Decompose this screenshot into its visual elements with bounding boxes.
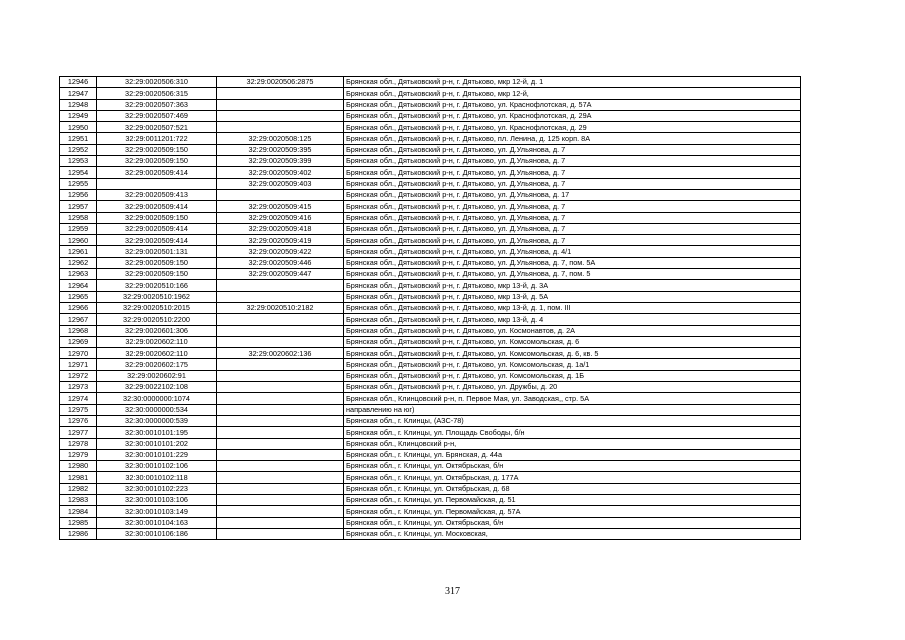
row-number-cell: 12970 (60, 348, 97, 359)
row-number-cell: 12975 (60, 404, 97, 415)
table-row (60, 223, 801, 234)
cadastral-number-cell: 32:29:0020507:521 (97, 122, 217, 133)
address-cell: Брянская обл., г. Клинцы, ул. Октябрьская, б/н (344, 461, 801, 472)
row-number-cell: 12962 (60, 257, 97, 268)
table-row (60, 110, 801, 121)
address-cell: Брянская обл., Клинцовский р-н, п. Первое Мая, ул. Заводская,, стр. 5А (344, 393, 801, 404)
object-number-cell (217, 472, 344, 483)
object-number-cell (217, 314, 344, 325)
register-table-body (60, 77, 801, 540)
cadastral-number-cell: 32:30:0010101:202 (97, 438, 217, 449)
row-number-cell: 12948 (60, 99, 97, 110)
row-number-cell: 12971 (60, 359, 97, 370)
row-number-cell: 12954 (60, 167, 97, 178)
cadastral-number-cell: 32:29:0020501:131 (97, 246, 217, 257)
address-cell: Брянская обл., Дятьковский р-н, г. Дятьково, ул. Комсомольская, д. 6, кв. 5 (344, 348, 801, 359)
object-number-cell (217, 382, 344, 393)
table-row (60, 133, 801, 144)
cadastral-number-cell: 32:30:0010104:163 (97, 517, 217, 528)
address-cell: Брянская обл., Дятьковский р-н, г. Дятьково, мкр 12-й, (344, 88, 801, 99)
row-number-cell: 12984 (60, 506, 97, 517)
cadastral-number-cell: 32:29:0022102:108 (97, 382, 217, 393)
table-row (60, 438, 801, 449)
cadastral-number-cell: 32:29:0020509:150 (97, 269, 217, 280)
cadastral-number-cell: 32:30:0000000:1074 (97, 393, 217, 404)
address-cell: Брянская обл., Дятьковский р-н, г. Дятьково, ул. Д.Ульянова, д. 7, пом. 5А (344, 257, 801, 268)
table-row (60, 167, 801, 178)
row-number-cell: 12949 (60, 110, 97, 121)
row-number-cell: 12974 (60, 393, 97, 404)
cadastral-number-cell: 32:30:0010103:106 (97, 494, 217, 505)
address-cell: Брянская обл., Дятьковский р-н, г. Дятьково, ул. Д.Ульянова, д. 7 (344, 156, 801, 167)
address-cell: Брянская обл., Дятьковский р-н, г. Дятьково, ул. Д.Ульянова, д. 7 (344, 235, 801, 246)
object-number-cell (217, 404, 344, 415)
property-register-table (59, 76, 801, 540)
row-number-cell: 12985 (60, 517, 97, 528)
cadastral-number-cell: 32:29:0020507:469 (97, 110, 217, 121)
address-cell: Брянская обл., Дятьковский р-н, г. Дятьково, ул. Комсомольская, д. 1а/1 (344, 359, 801, 370)
object-number-cell (217, 325, 344, 336)
cadastral-number-cell: 32:29:0020509:413 (97, 189, 217, 200)
table-row (60, 404, 801, 415)
row-number-cell: 12986 (60, 528, 97, 539)
row-number-cell: 12958 (60, 212, 97, 223)
row-number-cell: 12956 (60, 189, 97, 200)
object-number-cell: 32:29:0020509:415 (217, 201, 344, 212)
object-number-cell: 32:29:0020509:403 (217, 178, 344, 189)
object-number-cell (217, 494, 344, 505)
table-row (60, 77, 801, 88)
row-number-cell: 12965 (60, 291, 97, 302)
cadastral-number-cell: 32:30:0010102:106 (97, 461, 217, 472)
cadastral-number-cell: 32:29:0020507:363 (97, 99, 217, 110)
address-cell: Брянская обл., г. Клинцы, ул. Первомайская, д. 57А (344, 506, 801, 517)
row-number-cell: 12960 (60, 235, 97, 246)
row-number-cell: 12981 (60, 472, 97, 483)
cadastral-number-cell: 32:29:0011201:722 (97, 133, 217, 144)
object-number-cell (217, 88, 344, 99)
object-number-cell (217, 122, 344, 133)
cadastral-number-cell (97, 178, 217, 189)
row-number-cell: 12983 (60, 494, 97, 505)
row-number-cell: 12979 (60, 449, 97, 460)
object-number-cell: 32:29:0020506:2875 (217, 77, 344, 88)
table-row (60, 257, 801, 268)
cadastral-number-cell: 32:29:0020509:414 (97, 201, 217, 212)
object-number-cell: 32:29:0020509:446 (217, 257, 344, 268)
row-number-cell: 12967 (60, 314, 97, 325)
object-number-cell: 32:29:0020509:416 (217, 212, 344, 223)
address-cell: Брянская обл., г. Клинцы, ул. Октябрьская, б/н (344, 517, 801, 528)
cadastral-number-cell: 32:29:0020509:414 (97, 235, 217, 246)
object-number-cell (217, 506, 344, 517)
address-cell: Брянская обл., г. Клинцы, ул. Октябрьская, д. 68 (344, 483, 801, 494)
row-number-cell: 12961 (60, 246, 97, 257)
object-number-cell: 32:29:0020509:418 (217, 223, 344, 234)
cadastral-number-cell: 32:29:0020509:150 (97, 144, 217, 155)
object-number-cell: 32:29:0020602:136 (217, 348, 344, 359)
address-cell: Брянская обл., г. Клинцы, ул. Октябрьская, д. 177А (344, 472, 801, 483)
page-number: 317 (445, 586, 460, 597)
table-row (60, 494, 801, 505)
object-number-cell: 32:29:0020509:395 (217, 144, 344, 155)
table-row (60, 156, 801, 167)
table-row (60, 393, 801, 404)
object-number-cell: 32:29:0020509:402 (217, 167, 344, 178)
table-row (60, 201, 801, 212)
table-row (60, 325, 801, 336)
cadastral-number-cell: 32:29:0020506:310 (97, 77, 217, 88)
object-number-cell (217, 415, 344, 426)
table-row (60, 517, 801, 528)
object-number-cell (217, 99, 344, 110)
row-number-cell: 12952 (60, 144, 97, 155)
table-row (60, 291, 801, 302)
cadastral-number-cell: 32:29:0020506:315 (97, 88, 217, 99)
table-row (60, 269, 801, 280)
table-row (60, 449, 801, 460)
row-number-cell: 12977 (60, 427, 97, 438)
table-row (60, 212, 801, 223)
cadastral-number-cell: 32:29:0020602:91 (97, 370, 217, 381)
cadastral-number-cell: 32:29:0020602:110 (97, 348, 217, 359)
row-number-cell: 12980 (60, 461, 97, 472)
row-number-cell: 12955 (60, 178, 97, 189)
row-number-cell: 12957 (60, 201, 97, 212)
address-cell: Брянская обл., г. Клинцы, ул. Площадь Свободы, б/н (344, 427, 801, 438)
address-cell: Брянская обл., г. Клинцы, ул. Московская, (344, 528, 801, 539)
table-row (60, 302, 801, 313)
address-cell: Брянская обл., Дятьковский р-н, г. Дятьково, ул. Д.Ульянова, д. 7, пом. 5 (344, 269, 801, 280)
table-row (60, 314, 801, 325)
address-cell: Брянская обл., Дятьковский р-н, г. Дятьково, ул. Комсомольская, д. 1Б (344, 370, 801, 381)
object-number-cell: 32:29:0020509:447 (217, 269, 344, 280)
table-row (60, 280, 801, 291)
address-cell: Брянская обл., г. Клинцы, ул. Первомайская, д. 51 (344, 494, 801, 505)
row-number-cell: 12973 (60, 382, 97, 393)
row-number-cell: 12947 (60, 88, 97, 99)
address-cell: Брянская обл., Дятьковский р-н, г. Дятьково, ул. Краснофлотская, д. 29А (344, 110, 801, 121)
address-cell: Брянская обл., Дятьковский р-н, г. Дятьково, ул. Комсомольская, д. 6 (344, 336, 801, 347)
row-number-cell: 12978 (60, 438, 97, 449)
object-number-cell (217, 336, 344, 347)
object-number-cell (217, 528, 344, 539)
address-cell: Брянская обл., г. Клинцы, ул. Брянская, д. 44а (344, 449, 801, 460)
address-cell: Брянская обл., Дятьковский р-н, г. Дятьково, мкр 13-й, д. 4 (344, 314, 801, 325)
address-cell: Брянская обл., Клинцовский р-н, (344, 438, 801, 449)
table-row (60, 359, 801, 370)
object-number-cell: 32:29:0020509:422 (217, 246, 344, 257)
cadastral-number-cell: 32:30:0010103:149 (97, 506, 217, 517)
cadastral-number-cell: 32:30:0010101:229 (97, 449, 217, 460)
object-number-cell: 32:29:0020510:2182 (217, 302, 344, 313)
address-cell: Брянская обл., Дятьковский р-н, г. Дятьково, ул. Д.Ульянова, д. 7 (344, 201, 801, 212)
row-number-cell: 12951 (60, 133, 97, 144)
cadastral-number-cell: 32:30:0010102:223 (97, 483, 217, 494)
cadastral-number-cell: 32:29:0020509:414 (97, 167, 217, 178)
row-number-cell: 12950 (60, 122, 97, 133)
row-number-cell: 12946 (60, 77, 97, 88)
table-row (60, 528, 801, 539)
row-number-cell: 12959 (60, 223, 97, 234)
cadastral-number-cell: 32:29:0020601:306 (97, 325, 217, 336)
object-number-cell (217, 189, 344, 200)
object-number-cell (217, 438, 344, 449)
address-cell: Брянская обл., Дятьковский р-н, г. Дятьково, ул. Д.Ульянова, д. 7 (344, 212, 801, 223)
address-cell: Брянская обл., Дятьковский р-н, г. Дятьково, ул. Д.Ульянова, д. 7 (344, 144, 801, 155)
table-row (60, 189, 801, 200)
address-cell: Брянская обл., Дятьковский р-н, г. Дятьково, ул. Д.Ульянова, д. 7 (344, 178, 801, 189)
table-row (60, 461, 801, 472)
cadastral-number-cell: 32:29:0020509:414 (97, 223, 217, 234)
row-number-cell: 12963 (60, 269, 97, 280)
table-row (60, 415, 801, 426)
cadastral-number-cell: 32:29:0020509:150 (97, 212, 217, 223)
table-row (60, 506, 801, 517)
object-number-cell (217, 110, 344, 121)
row-number-cell: 12968 (60, 325, 97, 336)
cadastral-number-cell: 32:29:0020510:2015 (97, 302, 217, 313)
address-cell: Брянская обл., Дятьковский р-н, г. Дятьково, ул. Дружбы, д. 20 (344, 382, 801, 393)
table-row (60, 382, 801, 393)
table-row (60, 122, 801, 133)
row-number-cell: 12964 (60, 280, 97, 291)
cadastral-number-cell: 32:29:0020602:175 (97, 359, 217, 370)
cadastral-number-cell: 32:30:0000000:539 (97, 415, 217, 426)
cadastral-number-cell: 32:30:0010101:195 (97, 427, 217, 438)
row-number-cell: 12953 (60, 156, 97, 167)
object-number-cell: 32:29:0020508:125 (217, 133, 344, 144)
address-cell: направлению на юг) (344, 404, 801, 415)
address-cell: Брянская обл., Дятьковский р-н, г. Дятьково, ул. Д.Ульянова, д. 4/1 (344, 246, 801, 257)
cadastral-number-cell: 32:30:0010102:118 (97, 472, 217, 483)
row-number-cell: 12976 (60, 415, 97, 426)
object-number-cell (217, 393, 344, 404)
address-cell: Брянская обл., Дятьковский р-н, г. Дятьково, ул. Д.Ульянова, д. 7 (344, 167, 801, 178)
row-number-cell: 12972 (60, 370, 97, 381)
object-number-cell (217, 449, 344, 460)
table-row (60, 348, 801, 359)
address-cell: Брянская обл., Дятьковский р-н, г. Дятьково, пл. Ленина, д. 125 корп. 8А (344, 133, 801, 144)
table-row (60, 246, 801, 257)
object-number-cell (217, 461, 344, 472)
row-number-cell: 12966 (60, 302, 97, 313)
object-number-cell (217, 291, 344, 302)
object-number-cell: 32:29:0020509:419 (217, 235, 344, 246)
object-number-cell (217, 280, 344, 291)
table-row (60, 144, 801, 155)
cadastral-number-cell: 32:29:0020510:166 (97, 280, 217, 291)
table-row (60, 235, 801, 246)
address-cell: Брянская обл., Дятьковский р-н, г. Дятьково, мкр 13-й, д. 1, пом. III (344, 302, 801, 313)
address-cell: Брянская обл., г. Клинцы, (АЗС-78) (344, 415, 801, 426)
object-number-cell (217, 427, 344, 438)
address-cell: Брянская обл., Дятьковский р-н, г. Дятьково, ул. Краснофлотская, д. 29 (344, 122, 801, 133)
table-row (60, 178, 801, 189)
cadastral-number-cell: 32:30:0010106:186 (97, 528, 217, 539)
row-number-cell: 12982 (60, 483, 97, 494)
table-row (60, 472, 801, 483)
address-cell: Брянская обл., Дятьковский р-н, г. Дятьково, мкр 12-й, д. 1 (344, 77, 801, 88)
object-number-cell (217, 359, 344, 370)
cadastral-number-cell: 32:29:0020509:150 (97, 257, 217, 268)
table-row (60, 336, 801, 347)
cadastral-number-cell: 32:29:0020510:2200 (97, 314, 217, 325)
cadastral-number-cell: 32:29:0020602:110 (97, 336, 217, 347)
row-number-cell: 12969 (60, 336, 97, 347)
cadastral-number-cell: 32:29:0020509:150 (97, 156, 217, 167)
address-cell: Брянская обл., Дятьковский р-н, г. Дятьково, ул. Космонавтов, д. 2А (344, 325, 801, 336)
object-number-cell: 32:29:0020509:399 (217, 156, 344, 167)
table-row (60, 99, 801, 110)
table-row (60, 427, 801, 438)
address-cell: Брянская обл., Дятьковский р-н, г. Дятьково, ул. Д.Ульянова, д. 7 (344, 223, 801, 234)
address-cell: Брянская обл., Дятьковский р-н, г. Дятьково, мкр 13-й, д. 3А (344, 280, 801, 291)
object-number-cell (217, 370, 344, 381)
table-row (60, 370, 801, 381)
cadastral-number-cell: 32:29:0020510:1962 (97, 291, 217, 302)
table-row (60, 88, 801, 99)
cadastral-number-cell: 32:30:0000000:534 (97, 404, 217, 415)
object-number-cell (217, 517, 344, 528)
address-cell: Брянская обл., Дятьковский р-н, г. Дятьково, ул. Краснофлотская, д. 57А (344, 99, 801, 110)
table-row (60, 483, 801, 494)
address-cell: Брянская обл., Дятьковский р-н, г. Дятьково, мкр 13-й, д. 5А (344, 291, 801, 302)
object-number-cell (217, 483, 344, 494)
address-cell: Брянская обл., Дятьковский р-н, г. Дятьково, ул. Д.Ульянова, д. 17 (344, 189, 801, 200)
